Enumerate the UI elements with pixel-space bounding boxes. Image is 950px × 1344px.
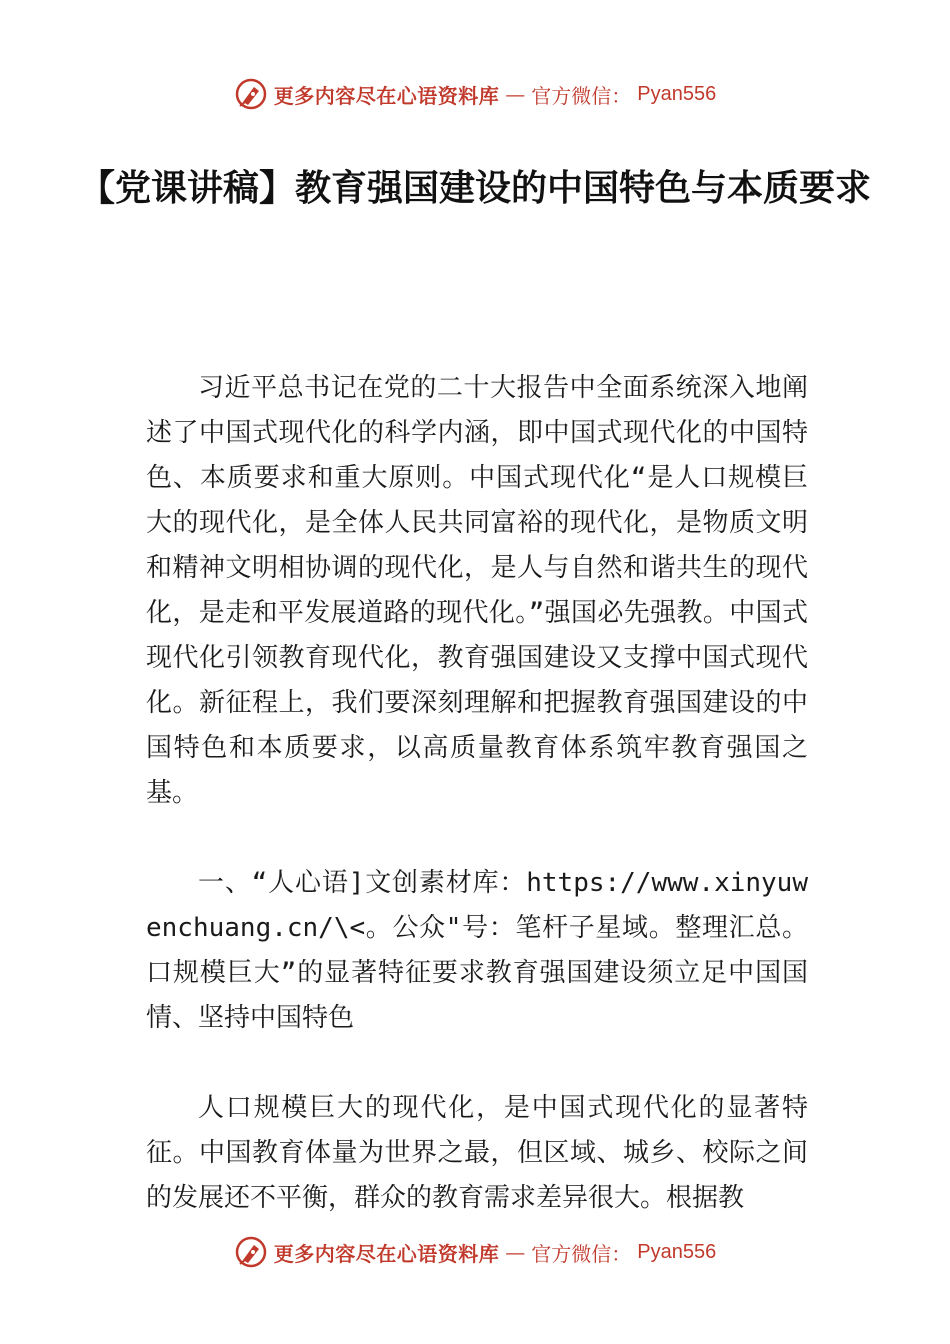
document-title: 【党课讲稿】教育强国建设的中国特色与本质要求 bbox=[78, 168, 871, 209]
document-body bbox=[146, 366, 808, 1266]
banner-wechat-label: 官方微信： bbox=[531, 1241, 632, 1266]
banner-wechat-id: Pyan556 bbox=[637, 82, 717, 105]
pen-nib-logo-icon bbox=[234, 77, 268, 111]
pen-nib-logo-icon bbox=[234, 1235, 268, 1269]
header-banner bbox=[0, 72, 950, 116]
banner-separator: — bbox=[505, 82, 526, 106]
section-heading-1: 一、“人心语]文创素材库：https://www.xinyuwenchuang.cn/\<。公众"号：笔杆子星域。整理汇总。口规模巨大”的显著特征要求教育强国建设须立足中国国情、坚持中国特色 bbox=[146, 868, 808, 1033]
banner-separator: — bbox=[505, 1240, 526, 1264]
footer-banner bbox=[0, 1230, 950, 1274]
paragraph-section-1: 人口规模巨大的现代化，是中国式现代化的显著特征。中国教育体量为世界之最，但区域、城乡、校际之间的发展还不平衡，群众的教育需求差异很大。根据教 bbox=[146, 1093, 808, 1213]
banner-text: 更多内容尽在心语资料库 bbox=[273, 1241, 500, 1266]
paragraph-intro: 习近平总书记在党的二十大报告中全面系统深入地阐述了中国式现代化的科学内涵，即中国式现代化的中国特色、本质要求和重大原则。中国式现代化“是人口规模巨大的现代化，是全体人民共同富裕的现代化，是物质文明和精神文明相协调的现代化，是人与自然和谐共生的现代化，是走和平发展道路的现代化。”强国必先强教。中国式现代化引领教育现代化，教育强国建设又支撑中国式现代化。新征程上，我们要深刻理解和把握教育强国建设的中国特色和本质要求，以高质量教育体系筑牢教育强国之基。 bbox=[146, 373, 808, 808]
banner-wechat-label: 官方微信： bbox=[531, 83, 632, 108]
banner-wechat-id: Pyan556 bbox=[637, 1240, 717, 1263]
banner-text: 更多内容尽在心语资料库 bbox=[273, 83, 500, 108]
